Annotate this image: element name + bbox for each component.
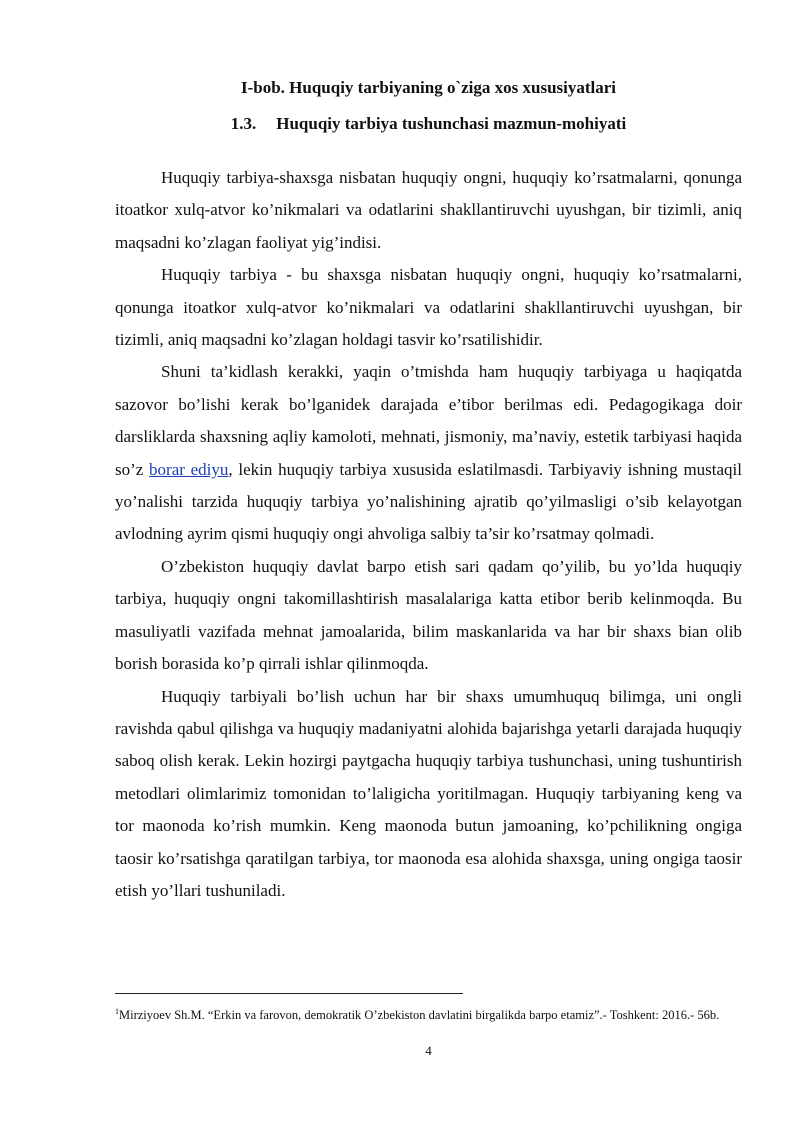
- paragraph-text: Shuni ta’kidlash kerakki, yaqin o’tmishda ham huquqiy tarbiyaga u haqiqatda sazovor bo’lishi kerak bo’lganidek darajada e’tibor berilmas edi. Pedagogikaga doir darsliklarda shaxsning aqliy kamoloti, mehnati, jismoniy, ma’naviy, estetik tarbiyasi haqida so’z: [115, 362, 742, 479]
- paragraph: Huquqiy tarbiya-shaxsga nisbatan huquqiy ongni, huquqiy ko’rsatmalarni, qonunga itoatkor xulq-atvor ko’nikmalari va odatlarini shakllantiruvchi uyushgan, bir tizimli, aniq maqsadni ko’zlagan faoliyat yig’indisi.: [115, 168, 742, 252]
- section-heading: [0, 113, 800, 135]
- footnote-text: Mirziyoev Sh.M. “Erkin va farovon, demokratik O’zbekiston davlatini birgalikda barpo etamiz”.- Toshkent: 2016.- 56b.: [119, 1008, 720, 1022]
- inline-link[interactable]: borar ediyu: [149, 459, 229, 479]
- section-number: 1.3.: [230, 114, 257, 133]
- paragraph: Huquqiy tarbiyali bo’lish uchun har bir shaxs umumhuquq bilimga, uni ongli ravishda qabul qilishga va huquqiy madaniyatni alohida bajarishga yetarli darajada huquqiy saboq olish kerak. Lekin hozirgi paytgacha huquqiy tarbiya tushunchasi, uning tushuntirish metodlari olimlarimiz tomonidan to’laligicha yoritilmagan. Huquqiy tarbiyaning keng va tor maonoda ko’rish mumkin. Keng maonoda butun jamoaning, ko’pchilikning ongiga taosir ko’rsatishga qaratilgan tarbiya, tor maonoda esa alohida shaxsga, uning ongiga taosir etish yo’llari tushuniladi.: [115, 686, 742, 900]
- paragraph: [115, 356, 742, 550]
- body-text: [115, 162, 742, 907]
- footnote-separator: [115, 993, 463, 994]
- footnote-marker: 1: [115, 1006, 119, 1016]
- section-title: Huquqiy tarbiya tushunchasi mazmun-mohiyati: [276, 114, 627, 133]
- chapter-title: I-bob. Huquqiy tarbiyaning o`ziga xos xususiyatlari: [240, 78, 617, 97]
- paragraph: Huquqiy tarbiya - bu shaxsga nisbatan huquqiy ongni, huquqiy ko’rsatmalarni, qonunga itoatkor xulq-atvor ko’nikmalari va odatlarini shakllantiruvchi uyushgan, bir tizimli, aniq maqsadni ko’zlagan holdagi tasvir ko’rsatilishidir.: [115, 265, 742, 350]
- page-number: 4: [425, 1043, 432, 1058]
- footnote: [115, 1004, 742, 1027]
- paragraph: O’zbekiston huquqiy davlat barpo etish sari qadam qo’yilib, bu yo’lda huquqiy tarbiya, huquqiy ongni takomillashtirish masalalariga katta etibor berib kelinmoqda. Bu masuliyatli vazifada mehnat jamoalarida, bilim maskanlarida va har bir shaxs bian olib borish borasida ko’p qirrali ishlar qilinmoqda.: [115, 556, 742, 674]
- paragraph-text: , lekin huquqiy tarbiya xususida eslatilmasdi. Tarbiyaviy ishning mustaqil yo’nalishi tarzida huquqiy tarbiya yo’nalishining ajratib qo’yilmasligi o’sib kelayotgan avlodning ayrim qismi huquqiy ongi ahvoliga salbiy ta’sir ko’rsatmay qolmadi.: [115, 459, 742, 544]
